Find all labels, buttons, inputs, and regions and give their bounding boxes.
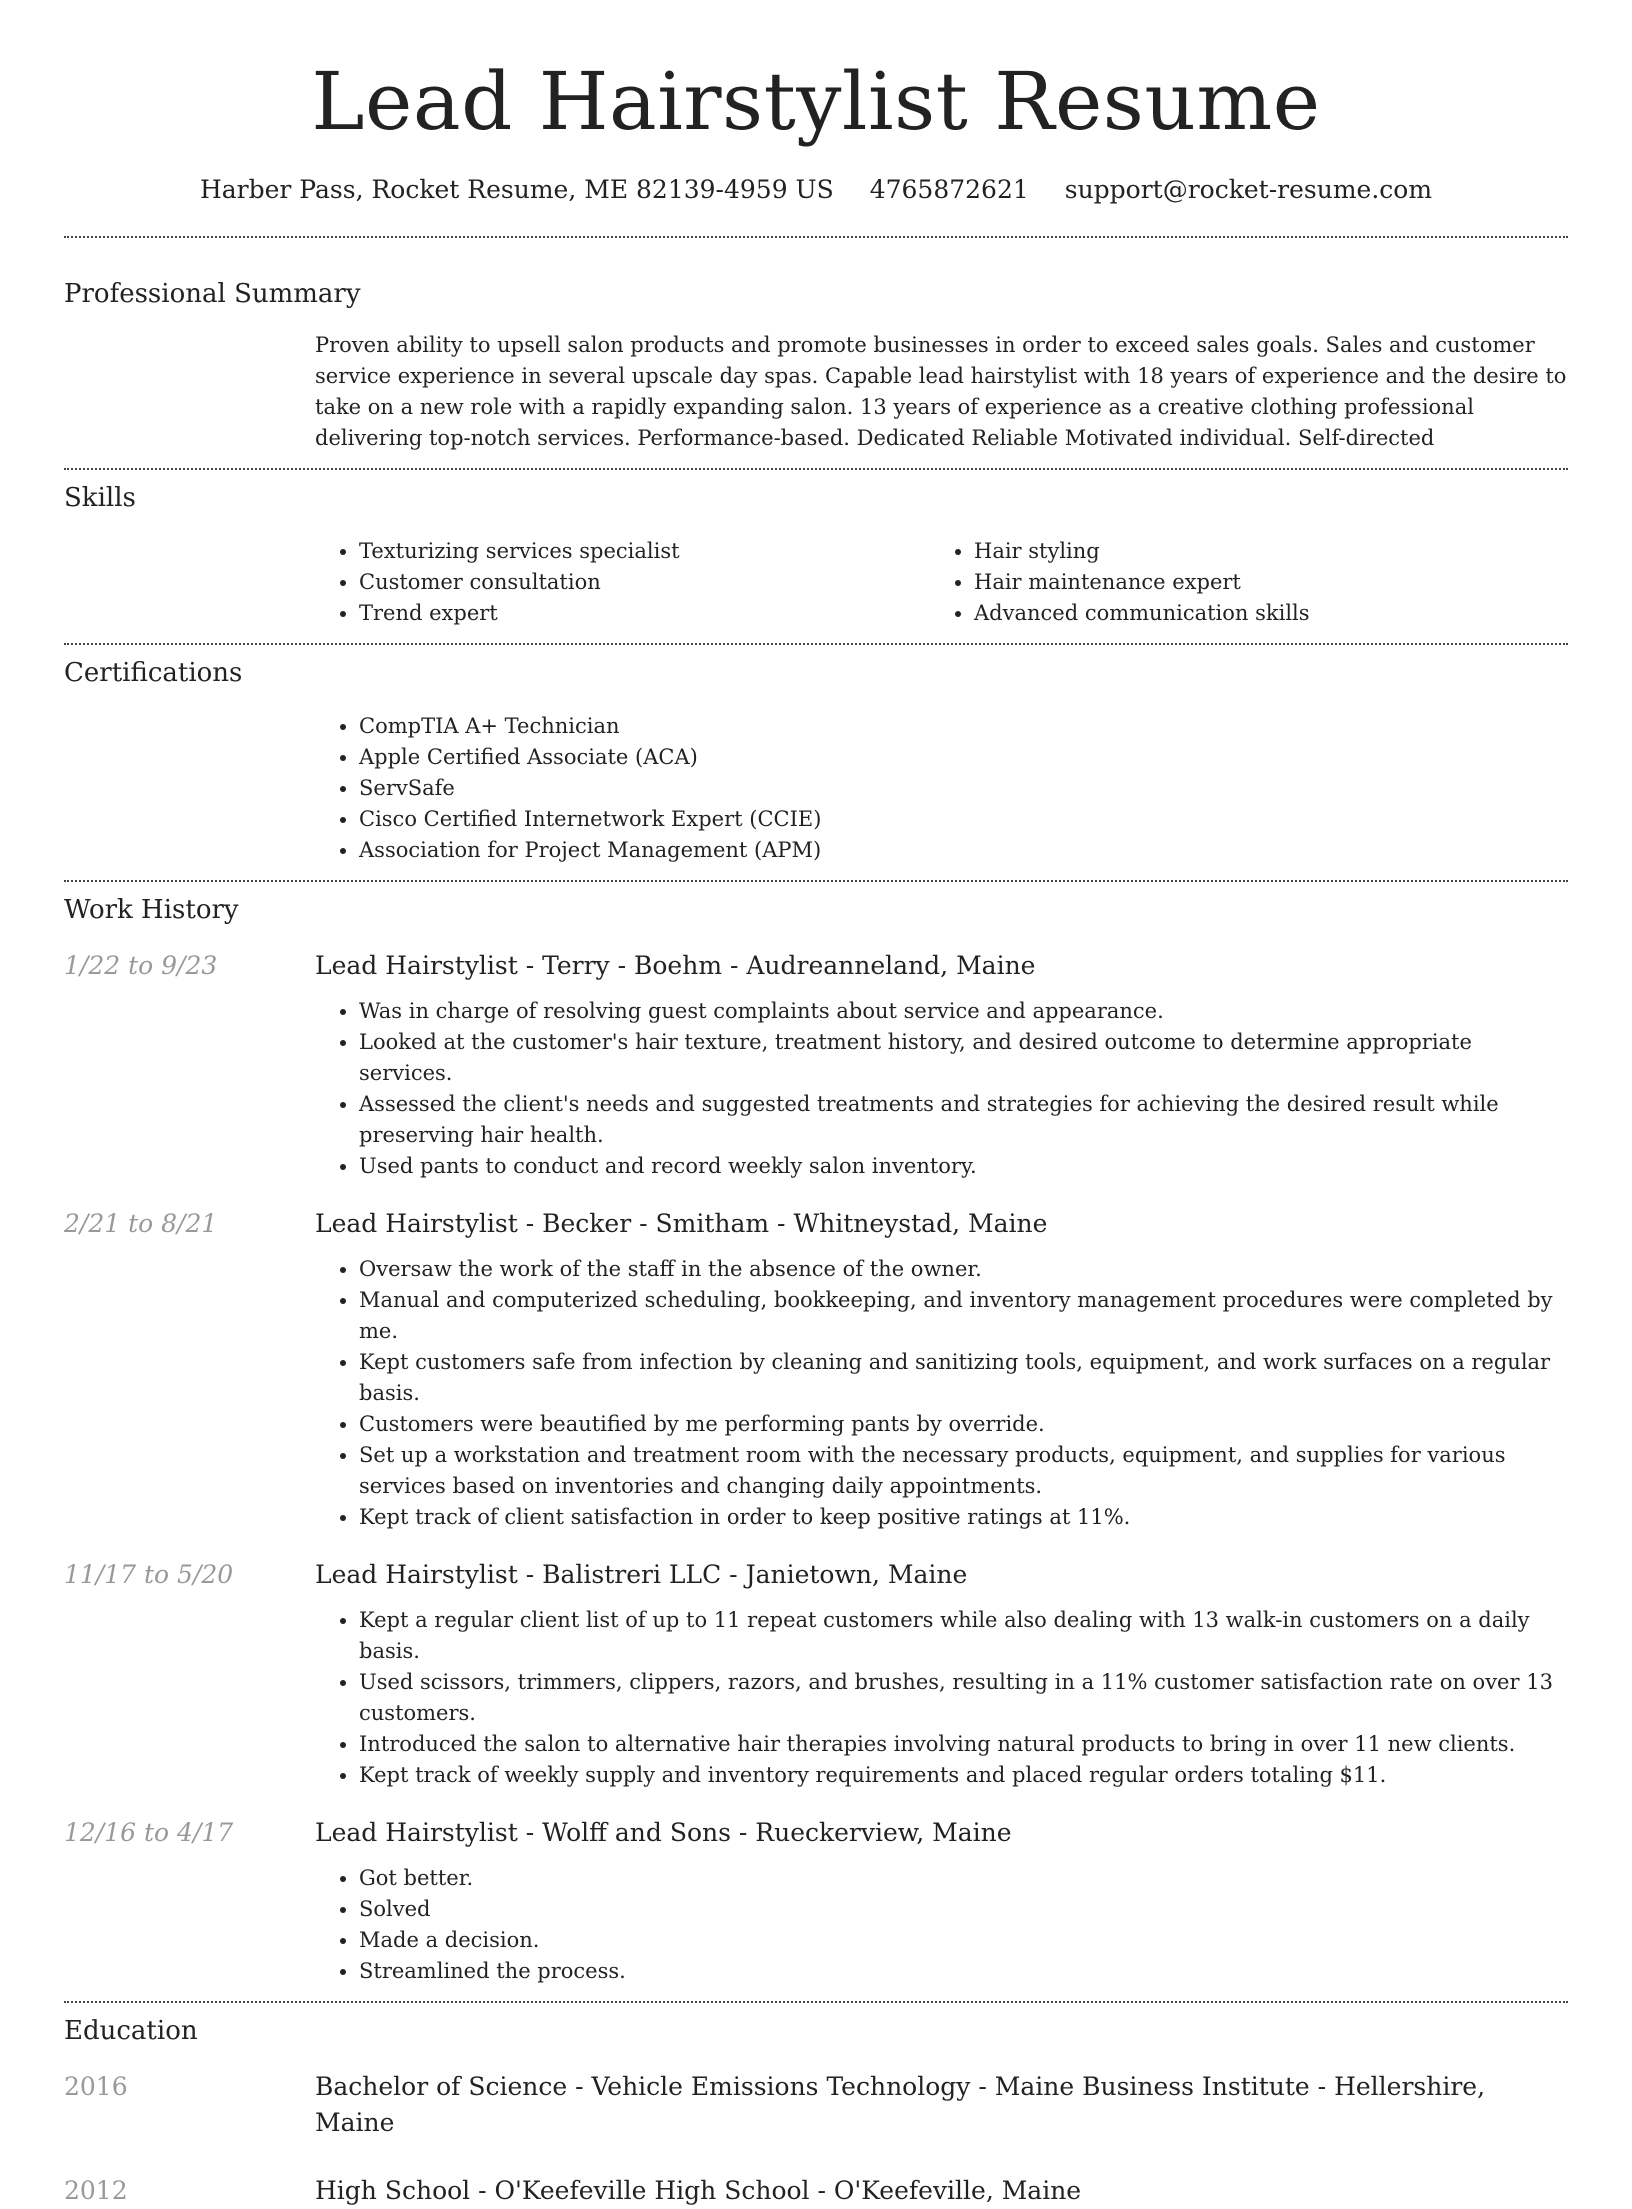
education-heading: Education — [64, 2016, 198, 2046]
education-title: Bachelor of Science - Vehicle Emissions Technology - Maine Business Institute - Hellershire, Maine — [315, 2072, 1486, 2137]
contact-line — [64, 172, 1568, 208]
job-bullet: • Assessed the client's needs and suggested treatments and strategies for achieving the desired result while preserving hair health. — [359, 1089, 1568, 1151]
certification-item: • CompTIA A+ Technician — [359, 711, 1568, 742]
job-bullets — [315, 996, 1568, 1182]
education-year: 2012 — [64, 2176, 128, 2205]
divider — [64, 236, 1568, 238]
skills-list-right — [930, 536, 1545, 629]
job-bullet: • Streamlined the process. — [359, 1956, 1568, 1987]
job-bullet: • Made a decision. — [359, 1925, 1568, 1956]
job-title: Lead Hairstylist - Terry - Boehm - Audreanneland, Maine — [315, 951, 1036, 980]
job-bullet: • Looked at the customer's hair texture, treatment history, and desired outcome to determine appropriate services. — [359, 1027, 1568, 1089]
divider — [64, 2001, 1568, 2003]
education-entry — [64, 2173, 1568, 2209]
job-bullet: • Got better. — [359, 1863, 1568, 1894]
certifications-heading: Certifications — [64, 658, 243, 688]
education-year: 2016 — [64, 2072, 128, 2101]
certification-item: • Cisco Certified Internetwork Expert (CCIE) — [359, 804, 1568, 835]
education-section — [64, 2013, 1568, 2209]
job-entry — [64, 1206, 1568, 1533]
contact-address: Harber Pass, Rocket Resume, ME 82139-4959 US — [199, 175, 834, 204]
job-bullet: • Solved — [359, 1894, 1568, 1925]
job-bullets — [315, 1605, 1568, 1791]
job-bullets — [315, 1254, 1568, 1533]
certifications-list — [315, 711, 1568, 866]
certification-item: • ServSafe — [359, 773, 1568, 804]
certification-item: • Association for Project Management (APM) — [359, 835, 1568, 866]
job-dates: 11/17 to 5/20 — [64, 1560, 234, 1589]
divider — [64, 643, 1568, 645]
job-title: Lead Hairstylist - Wolff and Sons - Rueckerview, Maine — [315, 1818, 1012, 1847]
certifications-section — [64, 655, 1568, 866]
summary-text: Proven ability to upsell salon products and promote businesses in order to exceed sales goals. Sales and customer service experience in several upscale day spas. Capable lead hairstylist with 18 years of experience and the desire to take on a new role with a rapidly expanding salon. 13 years of experience as a creative clothing professional delivering top-notch services. Performance-based. Dedicated Reliable Motivated individual. Self-directed — [315, 333, 1567, 450]
summary-heading: Professional Summary — [64, 279, 361, 309]
job-entry — [64, 948, 1568, 1182]
work-history-section — [64, 892, 1568, 1987]
job-bullet: • Used scissors, trimmers, clippers, razors, and brushes, resulting in a 11% customer satisfaction rate on over 13 customers. — [359, 1667, 1568, 1729]
job-bullet: • Used pants to conduct and record weekly salon inventory. — [359, 1151, 1568, 1182]
resume-page — [64, 0, 1568, 2209]
job-bullet: • Introduced the salon to alternative hair therapies involving natural products to bring in over 11 new clients. — [359, 1729, 1568, 1760]
skills-section — [64, 480, 1568, 629]
job-entry — [64, 1557, 1568, 1791]
skill-item: • Hair maintenance expert — [974, 567, 1545, 598]
divider — [64, 468, 1568, 470]
job-bullet: • Kept track of weekly supply and inventory requirements and placed regular orders totaling $11. — [359, 1760, 1568, 1791]
job-bullet: • Oversaw the work of the staff in the absence of the owner. — [359, 1254, 1568, 1285]
contact-phone: 4765872621 — [869, 175, 1029, 204]
job-title: Lead Hairstylist - Balistreri LLC - Janietown, Maine — [315, 1560, 968, 1589]
skill-item: • Customer consultation — [359, 567, 930, 598]
skill-item: • Texturizing services specialist — [359, 536, 930, 567]
skill-item: • Trend expert — [359, 598, 930, 629]
job-bullet: • Was in charge of resolving guest complaints about service and appearance. — [359, 996, 1568, 1027]
skill-item: • Hair styling — [974, 536, 1545, 567]
job-dates: 2/21 to 8/21 — [64, 1209, 218, 1238]
job-bullet: • Kept track of client satisfaction in order to keep positive ratings at 11%. — [359, 1502, 1568, 1533]
job-bullet: • Kept a regular client list of up to 11 repeat customers while also dealing with 13 walk-in customers on a daily basis. — [359, 1605, 1568, 1667]
certification-item: • Apple Certified Associate (ACA) — [359, 742, 1568, 773]
job-bullet: • Set up a workstation and treatment room with the necessary products, equipment, and supplies for various services based on inventories and changing daily appointments. — [359, 1440, 1568, 1502]
page-title: Lead Hairstylist Resume — [311, 55, 1321, 148]
contact-email: support@rocket-resume.com — [1064, 175, 1433, 204]
job-dates: 12/16 to 4/17 — [64, 1818, 234, 1847]
job-bullet: • Manual and computerized scheduling, bookkeeping, and inventory management procedures were completed by me. — [359, 1285, 1568, 1347]
education-entry — [64, 2069, 1568, 2141]
work-history-heading: Work History — [64, 895, 239, 925]
skills-heading: Skills — [64, 483, 136, 513]
job-bullets — [315, 1863, 1568, 1987]
job-dates: 1/22 to 9/23 — [64, 951, 218, 980]
summary-section — [64, 276, 1568, 454]
job-bullet: • Customers were beautified by me performing pants by override. — [359, 1409, 1568, 1440]
skill-item: • Advanced communication skills — [974, 598, 1545, 629]
education-title: High School - O'Keefeville High School - O'Keefeville, Maine — [315, 2176, 1082, 2205]
job-title: Lead Hairstylist - Becker - Smitham - Whitneystad, Maine — [315, 1209, 1048, 1238]
skills-list-left — [315, 536, 930, 629]
job-entry — [64, 1815, 1568, 1987]
divider — [64, 880, 1568, 882]
job-bullet: • Kept customers safe from infection by cleaning and sanitizing tools, equipment, and work surfaces on a regular basis. — [359, 1347, 1568, 1409]
